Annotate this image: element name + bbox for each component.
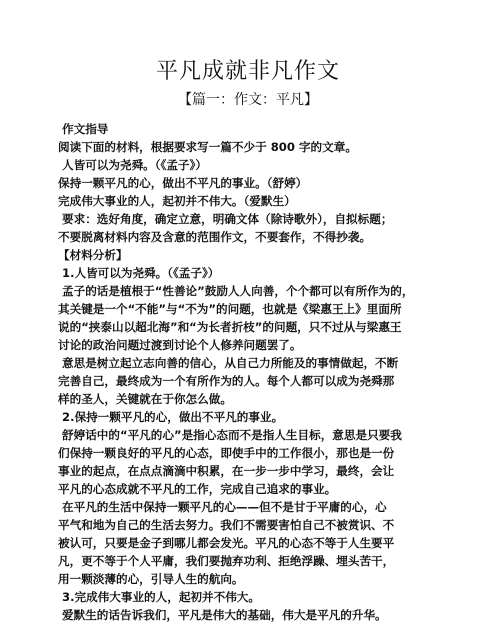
document-body: [58, 120, 436, 624]
paragraph-line: 在平凡的生活中保持一颗平凡的心——但不是甘于平庸的心，心: [62, 500, 387, 514]
subheading-1: 1.人皆可以为尧舜。（《孟子》）: [62, 266, 220, 280]
paragraph-line: 意思是树立起立志向善的信心，从自己力所能及的事情做起，不断: [62, 356, 399, 370]
paragraph-line: 要求：选好角度，确定立意，明确文体（除诗歌外），自拟标题；: [62, 212, 393, 226]
section-label-guidance: 作文指导: [62, 122, 109, 136]
paragraph-line: 事业的起点，在点点滴滴中积累，在一步一步中学习，最终，会让: [58, 464, 395, 478]
section-heading-analysis: 【材料分析】: [58, 248, 128, 262]
paragraph-line: 其关键是一个“不能”与“不为”的问题，也就是《梁惠王上》里面所: [58, 302, 402, 316]
document-title: 平凡成就非凡作文: [155, 59, 340, 84]
subheading-3: 3.完成伟大事业的人，起初并不伟大。: [62, 590, 260, 604]
paragraph-line: 孟子的话是植根于“性善论”鼓励人人向善，个个都可以有所作为的，: [62, 284, 414, 298]
document-subtitle: 【篇一：作文：平凡】: [178, 92, 318, 108]
paragraph-line: 样的圣人，关键就在于你怎么做。: [58, 392, 232, 406]
paragraph-line: 被认可，只要是金子到哪儿都会发光。平凡的心态不等于人生要平: [58, 536, 395, 550]
paragraph-line: 阅读下面的材料，根据要求写一篇不少于 800 字的文章。: [58, 140, 357, 154]
subheading-2: 2.保持一颗平凡的心，做出不平凡的事业。: [62, 410, 284, 424]
paragraph-line: 说的“挟泰山以超北海”和“为长者折枝”的问题，只不过从与梁惠王: [58, 320, 402, 334]
paragraph-line: 们保持一颗良好的平凡的心态，即使手中的工作很小，那也是一份: [58, 446, 395, 460]
quote-mencius: 人皆可以为尧舜。（《孟子》）: [62, 158, 207, 172]
paragraph-line: 凡，更不等于个人平庸，我们要抛弃功利、拒绝浮躁、埋头苦干，: [58, 554, 395, 568]
quote-shuting: 保持一颗平凡的心，做出不平凡的事业。（舒婷）: [58, 176, 308, 190]
quote-emerson: 完成伟大事业的人，起初并不伟大。（爱默生）: [58, 194, 296, 208]
paragraph-line: 平凡的心态成就不平凡的工作，完成自己追求的事业。: [58, 482, 337, 496]
paragraph-line: 平气和地为自己的生活去努力。我们不需要害怕自己不被赏识、不: [58, 518, 395, 532]
paragraph-line: 讨论的政治问题过渡到讨论个人修养问题罢了。: [58, 338, 302, 352]
paragraph-line: 完善自己，最终成为一个有所作为的人。每个人都可以成为尧舜那: [58, 374, 395, 388]
paragraph-line: 爱默生的话告诉我们，平凡是伟大的基础，伟大是平凡的升华。: [62, 608, 387, 622]
paragraph-line: 舒婷话中的“平凡的心”是指心态而不是指人生目标，意思是只要我: [62, 428, 402, 442]
paragraph-line: 用一颗淡薄的心，引导人生的航向。: [58, 572, 244, 586]
paragraph-line: 不要脱离材料内容及含意的范围作文，不要套作，不得抄袭。: [58, 230, 372, 244]
